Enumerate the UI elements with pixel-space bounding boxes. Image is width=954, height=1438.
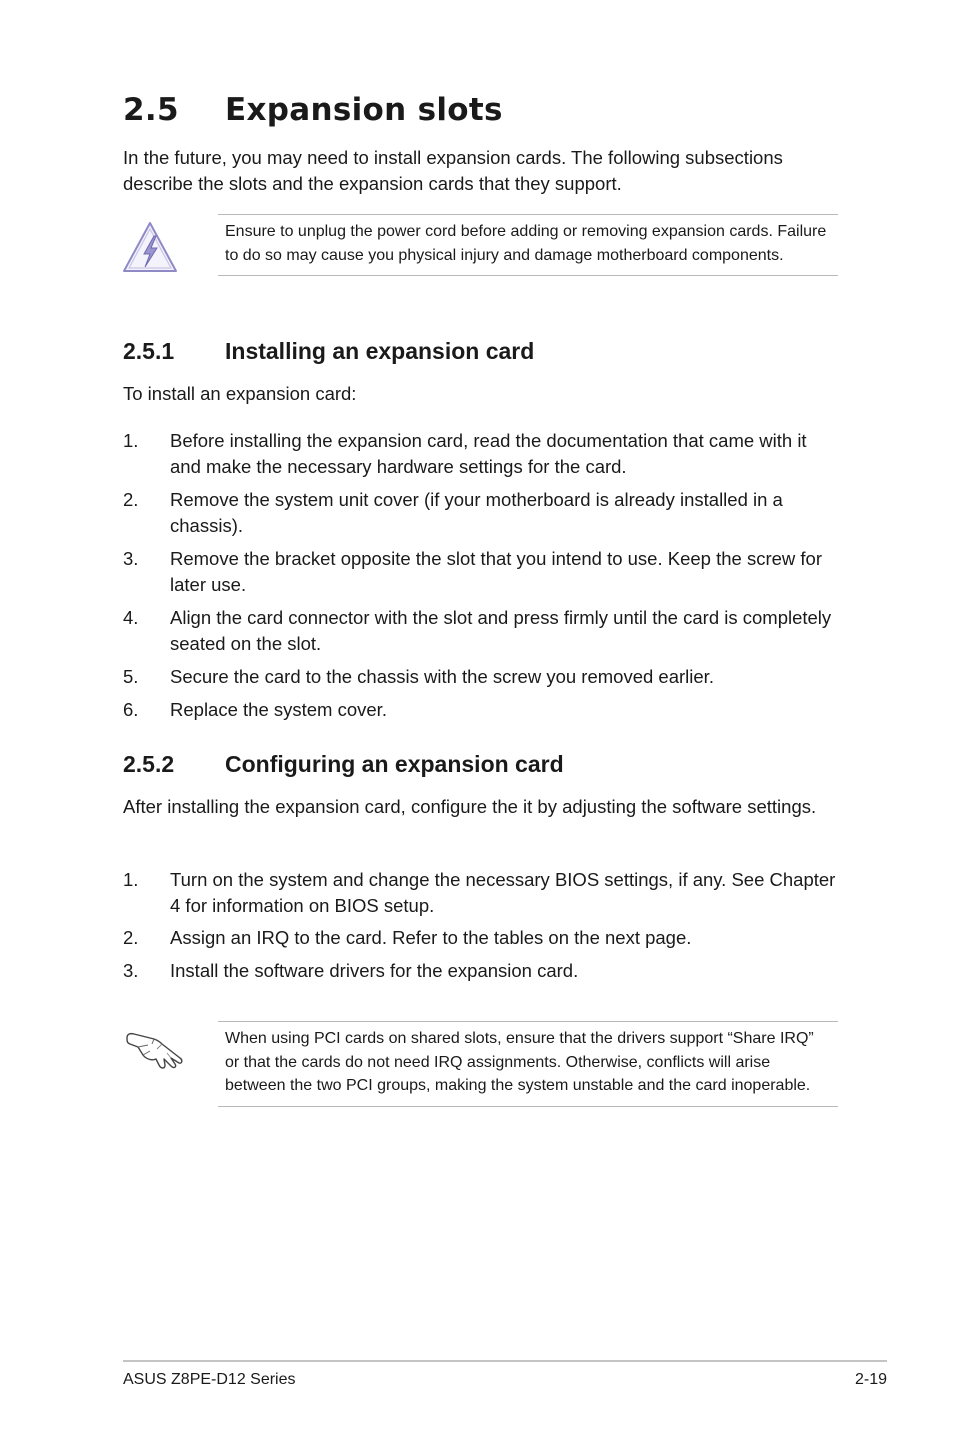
pointing-hand-icon — [124, 1029, 186, 1073]
configure-steps-list — [123, 867, 838, 984]
section-title: Expansion slots — [225, 92, 503, 128]
install-steps-list — [123, 428, 838, 723]
list-item: 2. Assign an IRQ to the card. Refer to the tables on the next page. — [123, 927, 692, 948]
list-item: 2. Remove the system unit cover (if your motherboard is already installed in a chassis). — [123, 489, 783, 536]
subsection-heading-installing — [123, 336, 534, 366]
subsection-number: 2.5.1 — [123, 338, 175, 364]
warning-callout — [218, 214, 838, 276]
intro-paragraph: In the future, you may need to install expansion cards. The following subsections describe the slots and the expansion cards that they support. — [123, 147, 783, 194]
list-item: 1. Before installing the expansion card, read the documentation that came with it and make the necessary hardware settings for the card. — [123, 430, 807, 477]
list-item: 4. Align the card connector with the slot and press firmly until the card is completely seated on the slot. — [123, 607, 832, 654]
warning-lightning-icon — [121, 220, 179, 276]
configure-lead: After installing the expansion card, configure the it by adjusting the software settings. — [123, 796, 817, 817]
footer-divider — [123, 1360, 887, 1362]
subsection-number: 2.5.2 — [123, 751, 175, 777]
list-item: 3. Install the software drivers for the expansion card. — [123, 960, 579, 981]
note-callout — [218, 1021, 838, 1107]
list-item: 1. Turn on the system and change the necessary BIOS settings, if any. See Chapter 4 for information on BIOS setup. — [123, 869, 836, 916]
subsection-heading-configuring — [123, 749, 564, 779]
subsection-title: Installing an expansion card — [225, 338, 535, 364]
section-heading — [123, 90, 503, 130]
list-item: 6. Replace the system cover. — [123, 699, 387, 720]
note-text: When using PCI cards on shared slots, ensure that the drivers support “Share IRQ” or that the cards do not need IRQ assignments. Otherwise, conflicts will arise between the two PCI groups, making the system unstable and the card inoperable. — [225, 1030, 814, 1094]
section-number: 2.5 — [123, 92, 179, 128]
subsection-title: Configuring an expansion card — [225, 751, 564, 777]
list-item: 3. Remove the bracket opposite the slot that you intend to use. Keep the screw for later use. — [123, 548, 822, 595]
list-item: 5. Secure the card to the chassis with the screw you removed earlier. — [123, 666, 714, 687]
install-lead: To install an expansion card: — [123, 383, 357, 404]
warning-text: Ensure to unplug the power cord before adding or removing expansion cards. Failure to do so may cause you physical injury and damage motherboard components. — [225, 223, 827, 264]
footer-product-name: ASUS Z8PE-D12 Series — [123, 1371, 296, 1388]
footer-page-number: 2-19 — [854, 1371, 887, 1388]
